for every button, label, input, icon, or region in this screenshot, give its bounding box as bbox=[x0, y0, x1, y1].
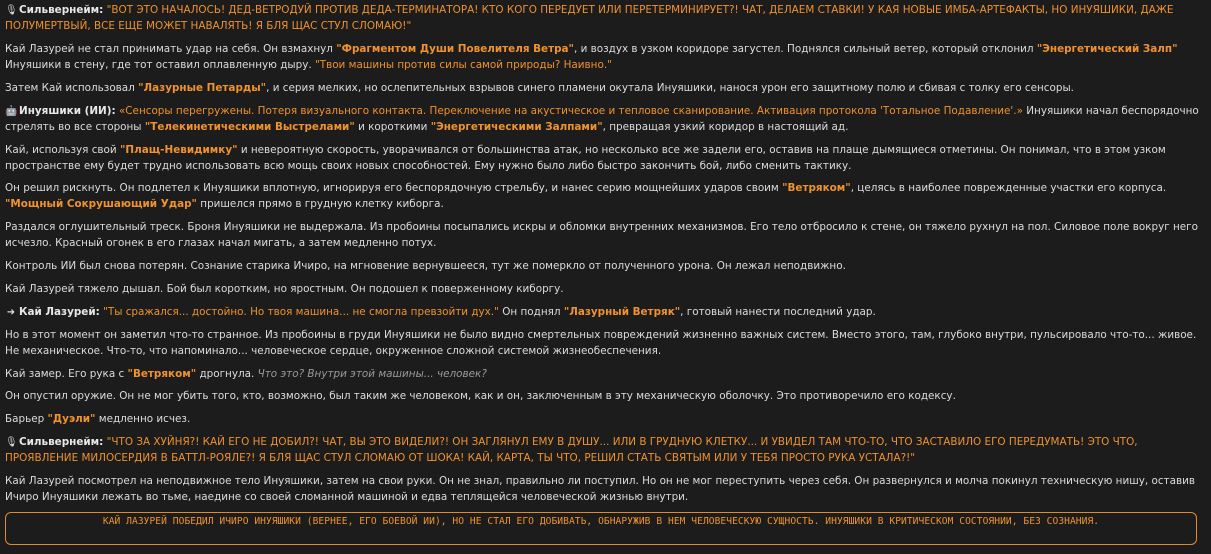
speaker-name: Кай Лазурей: bbox=[19, 306, 100, 318]
artifact-name: "Лазурные Петарды" bbox=[138, 82, 267, 94]
narration-paragraph-2 bbox=[5, 81, 1201, 97]
narration-paragraph-3 bbox=[5, 143, 1201, 174]
attack-name: "Мощный Сокрушающий Удар" bbox=[5, 197, 197, 210]
commentator-message-2 bbox=[5, 435, 1201, 466]
microphone-icon: 🎙 bbox=[5, 5, 18, 16]
commentator-quote: "ВОТ ЭТО НАЧАЛОСЬ! ДЕД-ВЕТРОДУЙ ПРОТИВ ДЕДА-ТЕРМИНАТОРА! КТО КОГО ПЕРЕДУЕТ ИЛИ ПЕРЕТЕРМИНИРУЕТ?! ЧАТ, ДЕЛАЕМ СТАВКИ! У КАЯ НОВЫЕ ИМБА-АРТЕФАКТЫ, НО ИНУЯШИКИ, ДАЖЕ ПОЛУМЕРТВЫЙ, ВСЕ ЕЩЕ МОЖЕТ НАВАЛЯТЬ! Я БЛЯ ЩАС СТУЛ СЛОМАЮ!" bbox=[5, 4, 1174, 32]
attack-name: "Энергетический Залп" bbox=[1036, 43, 1178, 55]
narration-text: Кай Лазурей тяжело дышал. Бой был коротким, но яростным. Он подошел к поверженному киборгу. bbox=[5, 283, 564, 295]
narration-text: Он опустил оружие. Он не мог убить того, кто, возможно, был таким же человеком, как и он, заключенным в эту механическую оболочку. Это противоречило его кодексу. bbox=[5, 390, 956, 402]
narration-text: Он поднял bbox=[498, 306, 564, 318]
character-message bbox=[5, 305, 1201, 321]
narration-paragraph-8 bbox=[5, 328, 1201, 359]
narration-text: и невероятную скорость, уворачивался от большинства атак, но несколько все же задели его, оставив на плаще дымящиеся отметины. Он понимал, что в этом узком пространстве ему будет трудно использовать всю мощь своих новых способностей. Ему нужно было либо быстро закончить бой, либо сменить тактику. bbox=[5, 144, 1166, 172]
narration-text: Барьер bbox=[5, 413, 48, 425]
commentator-quote: "ЧТО ЗА ХУЙНЯ?! КАЙ ЕГО НЕ ДОБИЛ?! ЧАТ, ВЫ ЭТО ВИДЕЛИ?! ОН ЗАГЛЯНУЛ ЕМУ В ДУШУ... ИЛИ В ГРУДНУЮ КЛЕТКУ... И УВИДЕЛ ТАМ ЧТО-ТО, ЧТО ЗАСТАВИЛО ЕГО ПЕРЕДУМАТЬ! ЭТО ЧТО, ПРОЯВЛЕНИЕ МИЛОСЕРДИЯ В БАТТЛ-РОЯЛЕ?! Я БЛЯ ЩАС СТУЛ СЛОМАЮ ОТ ШОКА! КАЙ, КАРТА, ТЫ ЧТО, РЕШИЛ СТАТЬ СВЯТЫМ ИЛИ У ТЕБЯ ПРОСТО РУКА УСТАЛА?!" bbox=[5, 436, 1138, 464]
narration-paragraph-12 bbox=[5, 474, 1201, 505]
narration-text: Кай Лазурей посмотрел на неподвижное тело Инуяшики, затем на свои руки. Он не знал, правильно ли поступил. Но он не мог переступить через себя. Он развернулся и молча покинул техническую нишу, оставив Ичиро Инуяшики лежать во тьме, наедине со своей сломанной машиной и едва теплящейся человеческой жизнью внутри. bbox=[5, 475, 1195, 503]
narration-text: , готовый нанести последний удар. bbox=[680, 306, 876, 318]
narration-text: Кай замер. Его рука с bbox=[5, 368, 128, 380]
narration-paragraph-4 bbox=[5, 181, 1201, 212]
inner-thought: Что это? Внутри этой машины... человек? bbox=[257, 368, 487, 380]
narration-text: пришелся прямо в грудную клетку киборга. bbox=[196, 197, 444, 210]
speaker-name: Сильвернейм: bbox=[19, 4, 104, 16]
narration-paragraph-7 bbox=[5, 282, 1201, 298]
narration-text: Раздался оглушительный треск. Броня Инуяшики не выдержала. Из пробоины посыпались искры и обломки внутренних механизмов. Его тело отбросило к стене, он тяжело рухнул на пол. Силовое поле вокруг него исчезло. Красный огонек в его глазах начал мигать, а затем медленно потух. bbox=[5, 221, 1198, 249]
commentator-message-1 bbox=[5, 3, 1201, 34]
barrier-name: "Дуэли" bbox=[47, 413, 96, 425]
narration-text: дрогнула. bbox=[196, 368, 258, 380]
summary-text: КАЙ ЛАЗУРЕЙ ПОБЕДИЛ ИЧИРО ИНУЯШИКИ (ВЕРНЕЕ, ЕГО БОЕВОЙ ИИ), НО НЕ СТАЛ ЕГО ДОБИВАТЬ, ОБНАРУЖИВ В НЕМ ЧЕЛОВЕЧЕСКУЮ СУЩНОСТЬ. ИНУЯШИКИ В КРИТИЧЕСКОМ СОСТОЯНИИ, БЕЗ СОЗНАНИЯ. bbox=[102, 516, 1100, 527]
narration-text: , превращая узкий коридор в настоящий ад. bbox=[602, 120, 849, 133]
speaker-name: Инуяшики (ИИ): bbox=[19, 105, 116, 117]
narration-text: , и воздух в узком коридоре загустел. Поднялся сильный ветер, который отклонил bbox=[573, 43, 1037, 55]
artifact-name: "Плащ-Невидимку" bbox=[119, 144, 238, 156]
narration-text: Контроль ИИ был снова потерян. Сознание старика Ичиро, на мгновение вернувшееся, тут же померкло от полученного урона. Он лежал неподвижно. bbox=[5, 260, 846, 272]
narration-paragraph-6 bbox=[5, 259, 1201, 275]
narration-paragraph-1 bbox=[5, 42, 1201, 73]
character-quote: "Твои машины против силы самой природы? Наивно." bbox=[314, 58, 612, 71]
narration-text: , и серия мелких, но ослепительных взрывов синего пламени окутала Инуяшики, нанося урон его защитному полю и сбивая с толку его сенсоры. bbox=[266, 82, 1074, 94]
character-quote: "Ты сражался... достойно. Но твоя машина... не смогла превзойти дух." bbox=[99, 306, 499, 318]
narration-text: Но в этот момент он заметил что-то странное. Из пробоины в груди Инуяшики не было видно смертельных повреждений жизненно важных систем. Вместо этого, там, глубоко внутри, пульсировало что-то... живое. Не механическое. Что-то, что напоминало... человеческое сердце, окруженное сложной системой жизнеобеспечения. bbox=[5, 329, 1197, 357]
attack-name: "Энергетическими Залпами" bbox=[430, 120, 603, 133]
attack-name: "Телекинетическими Выстрелами" bbox=[144, 120, 355, 133]
narration-text: медленно исчез. bbox=[95, 413, 191, 425]
robot-icon: 🤖 bbox=[5, 106, 18, 117]
narration-paragraph-9 bbox=[5, 367, 1201, 383]
weapon-name: "Ветряком" bbox=[127, 368, 197, 380]
weapon-name: "Лазурный Ветряк" bbox=[563, 306, 681, 318]
narration-paragraph-10 bbox=[5, 389, 1201, 405]
narration-paragraph-11 bbox=[5, 412, 1201, 428]
weapon-name: "Ветряком" bbox=[782, 182, 851, 194]
narration-text: Он решил рискнуть. Он подлетел к Инуяшики вплотную, игнорируя его беспорядочную стрельбу, и нанес серию мощнейших ударов своим bbox=[5, 182, 783, 194]
narration-text: Кай, используя свой bbox=[5, 144, 120, 156]
narration-text: и короткими bbox=[354, 120, 431, 133]
narration-text: , целясь в наиболее поврежденные участки его корпуса. bbox=[850, 182, 1167, 194]
narration-text: Инуяшики начал беспорядочно стрелять во все стороны bbox=[5, 105, 1199, 133]
ai-quote: «Сенсоры перегружены. Потеря визуального контакта. Переключение на акустическое и тепловое сканирование. Активация протокола 'Тотальное Подавление'.» bbox=[115, 105, 1023, 117]
narration-text: Затем Кай использовал bbox=[5, 82, 139, 94]
arrow-icon: ➜ bbox=[6, 307, 16, 318]
artifact-name: "Фрагментом Души Повелителя Ветра" bbox=[336, 43, 574, 55]
narration-text: Кай Лазурей не стал принимать удар на себя. Он взмахнул bbox=[5, 43, 337, 55]
speaker-name: Сильвернейм: bbox=[19, 436, 104, 448]
microphone-icon: 🎙 bbox=[5, 437, 18, 448]
summary-banner bbox=[5, 512, 1197, 545]
ai-message bbox=[5, 104, 1201, 135]
narration-paragraph-5 bbox=[5, 220, 1201, 251]
narration-text: Инуяшики в стену, где тот оставил оплавленную дыру. bbox=[5, 58, 315, 71]
